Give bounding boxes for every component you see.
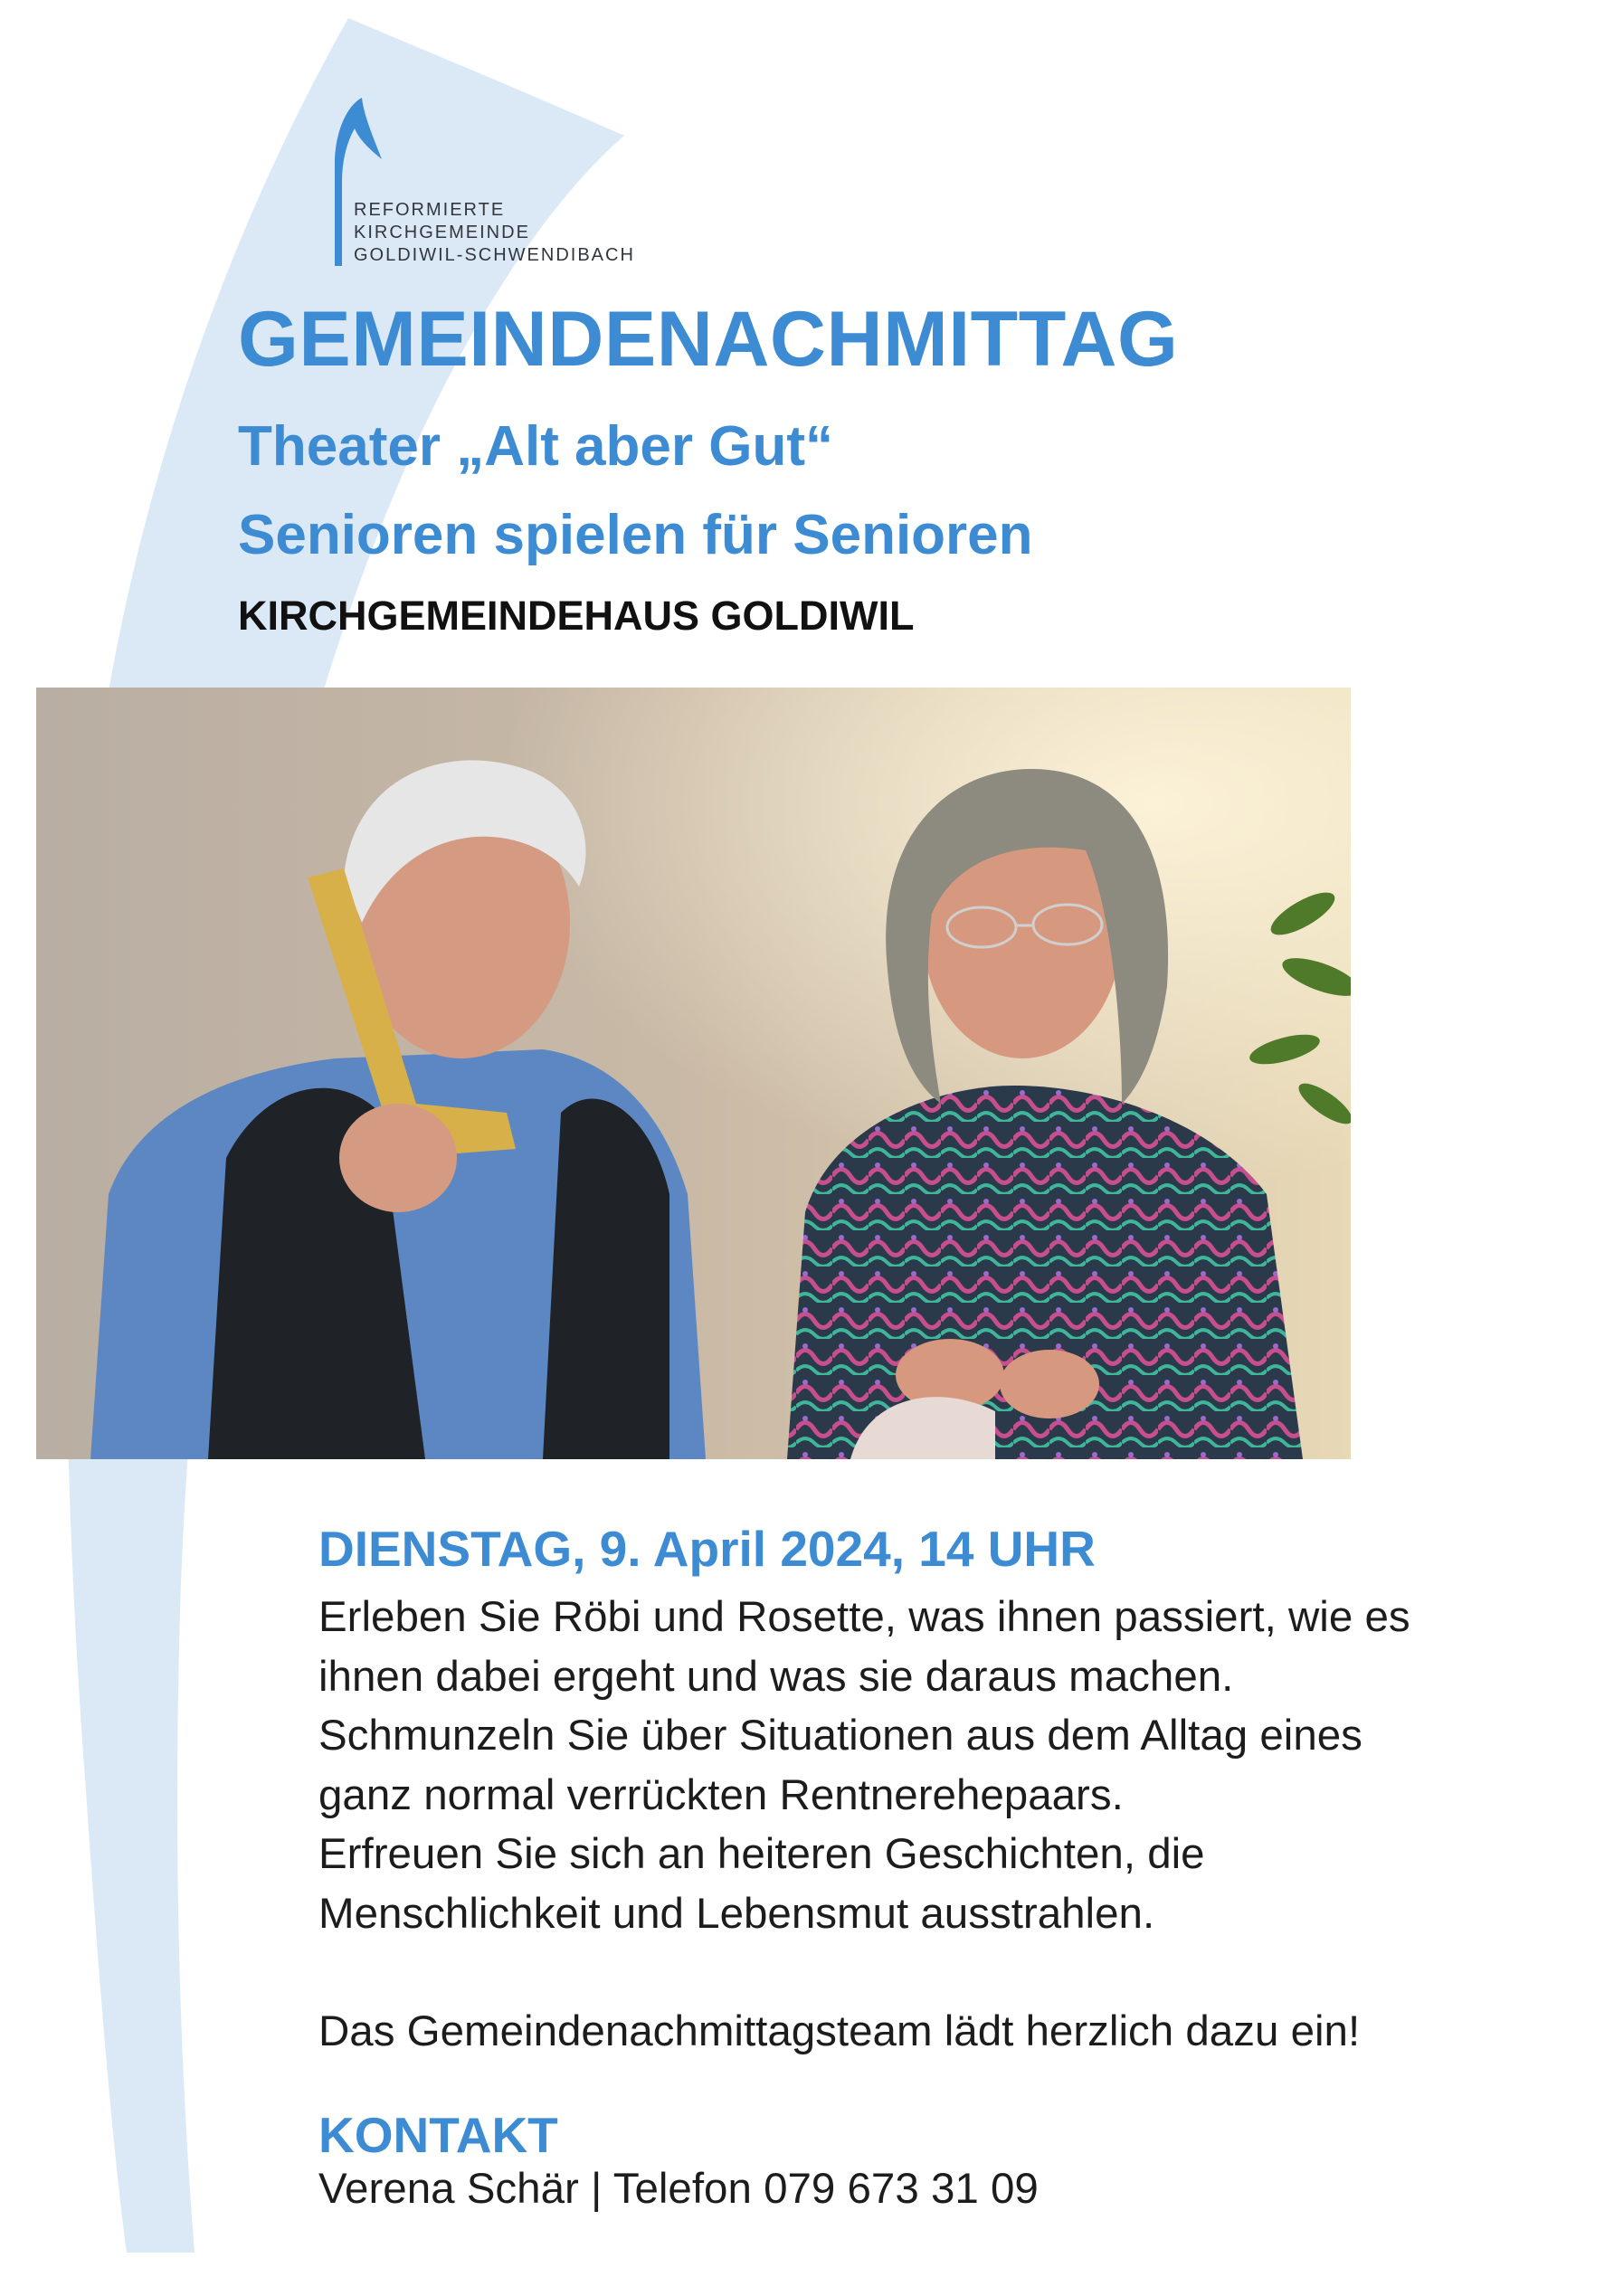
description-line: Erleben Sie Röbi und Rosette, was ihnen passiert, wie es [318, 1593, 1410, 1641]
two-seniors-photo [36, 688, 1351, 1459]
description-line: ganz normal verrückten Rentnerehepaars. [318, 1770, 1124, 1819]
church-logo [331, 96, 657, 277]
description-line: ihnen dabei ergeht und was sie daraus machen. [318, 1652, 1234, 1701]
invitation-text: Das Gemeindenachmittagsteam lädt herzlich dazu ein! [318, 2007, 1361, 2055]
description-line: Menschlichkeit und Lebensmut ausstrahlen. [318, 1889, 1155, 1938]
logo-line-1: REFORMIERTE [354, 200, 506, 220]
page-title: GEMEINDENACHMITTAG [238, 296, 1179, 383]
contact-heading: KONTAKT [318, 2107, 558, 2163]
description-line: Erfreuen Sie sich an heiteren Geschichten, die [318, 1830, 1205, 1878]
logo-text [354, 199, 635, 267]
logo-line-3: GOLDIWIL-SCHWENDIBACH [354, 245, 635, 265]
subtitle-theater: Theater „Alt aber Gut“ [238, 415, 833, 478]
description-line: Schmunzeln Sie über Situationen aus dem Alltag eines [318, 1712, 1362, 1760]
contact-line: Verena Schär | Telefon 079 673 31 09 [318, 2165, 1039, 2213]
logo-line-2: KIRCHGEMEINDE [354, 223, 530, 242]
event-date: DIENSTAG, 9. April 2024, 14 UHR [318, 1521, 1096, 1577]
venue-label: KIRCHGEMEINDEHAUS GOLDIWIL [238, 593, 915, 639]
event-description [318, 1588, 1410, 1943]
photo-illustration [36, 688, 1351, 1459]
subtitle-seniors: Senioren spielen für Senioren [238, 504, 1033, 566]
